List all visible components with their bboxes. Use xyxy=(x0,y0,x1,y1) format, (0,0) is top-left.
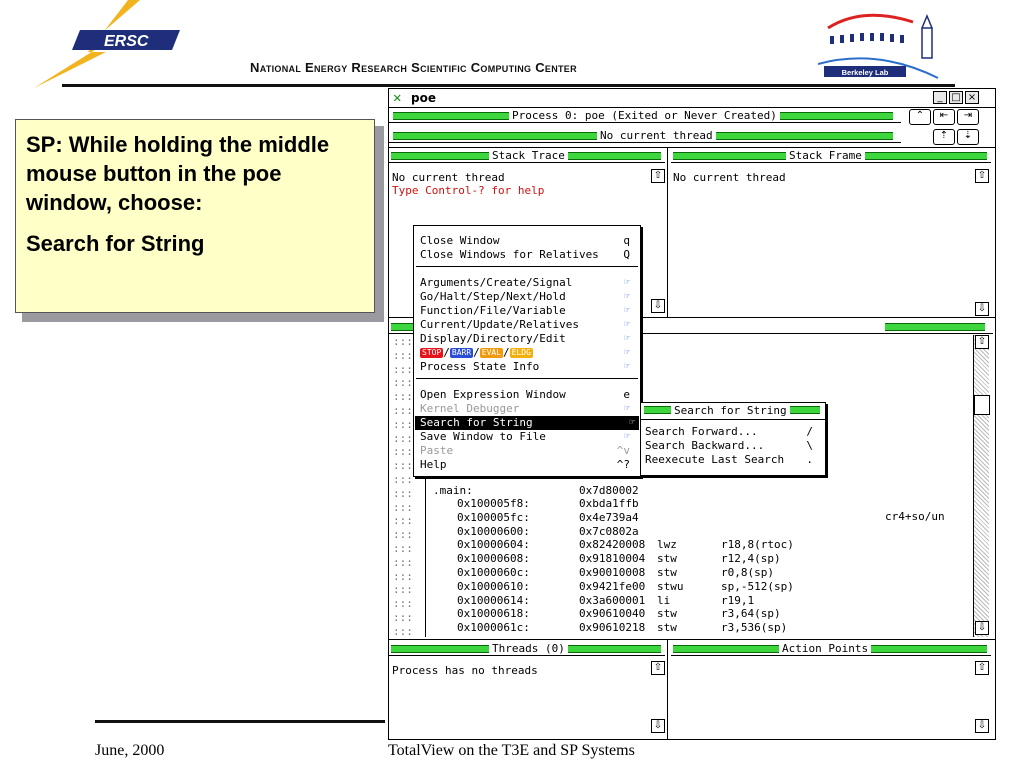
source-scroll-thumb[interactable] xyxy=(974,395,990,415)
next-process-icon[interactable]: ⇥ xyxy=(957,109,979,125)
menu-item-tags[interactable] xyxy=(420,346,634,360)
source-scrollbar[interactable] xyxy=(973,335,989,637)
source-args: r12,4(sp) xyxy=(721,552,781,566)
source-args: r3,64(sp) xyxy=(721,607,781,621)
menu-item-arguments-create-signal[interactable] xyxy=(420,276,634,290)
menu-item-process-state-info[interactable] xyxy=(420,360,634,374)
source-addr: 0x10000604: xyxy=(457,538,530,552)
source-addr: 0x100005f8: xyxy=(457,497,530,510)
source-code: 0x7c0802a xyxy=(579,524,639,538)
source-addr: 0x10000614: xyxy=(457,593,530,607)
menu-item-function-file-variable[interactable] xyxy=(420,304,634,318)
source-code: 0x9421fe00 xyxy=(579,579,646,593)
maximize-button[interactable]: □ xyxy=(949,91,963,104)
menu-item-go-halt-step-next-hold[interactable] xyxy=(420,290,634,304)
submenu-item-reexecute-last-search[interactable] xyxy=(645,453,821,467)
source-addr: 0x1000061c: xyxy=(457,621,530,635)
threads-scroll-down-icon[interactable]: ⇩ xyxy=(651,719,665,733)
source-op: stw xyxy=(657,607,677,621)
source-op: stwu xyxy=(657,579,684,593)
pointing-hand-icon: ☞ xyxy=(628,417,635,428)
menu-item-label: Kernel Debugger xyxy=(420,402,520,415)
source-code: 0x4e739a4 xyxy=(579,510,639,524)
source-main-label: .main: xyxy=(433,484,473,497)
stack-trace-text-1: No current thread xyxy=(392,171,505,184)
nersc-logo-text: ERSC xyxy=(104,33,149,50)
menu-item-label: Close Windows for Relatives xyxy=(420,248,599,261)
source-args: r18,8(rtoc) xyxy=(721,538,794,552)
source-code: 0x82420008 xyxy=(579,538,646,552)
source-args: r19,1 xyxy=(721,593,755,607)
pointing-hand-icon: ☞ xyxy=(623,291,630,302)
menu-item-search-for-string[interactable] xyxy=(415,416,639,430)
tag-eldg: ELDG xyxy=(511,348,531,357)
tag-stop: STOP xyxy=(422,348,442,357)
submenu-item-search-forward[interactable] xyxy=(645,425,821,439)
threads-text: Process has no threads xyxy=(392,664,538,677)
menu-item-display-directory-edit[interactable] xyxy=(420,332,634,346)
source-addr: 0x10000610: xyxy=(457,579,530,593)
source-right-fragment: cr4+so/un xyxy=(885,510,945,523)
stack-trace-help-text: Type Control-? for help xyxy=(392,184,545,197)
stack-frame-header xyxy=(671,149,991,163)
source-op: stw xyxy=(657,621,677,635)
stack-frame-scroll-down-icon[interactable]: ⇩ xyxy=(975,302,989,316)
thread-status-bar xyxy=(389,129,901,143)
source-code: 0x90010008 xyxy=(579,566,646,579)
threads-header xyxy=(389,642,665,656)
menu-item-label: Display/Directory/Edit xyxy=(420,332,566,345)
threads-title: Threads (0) xyxy=(489,642,568,655)
menu-item-shortcut: q xyxy=(623,234,630,247)
close-button[interactable]: × xyxy=(965,91,979,104)
menu-item-shortcut: ^v xyxy=(616,444,630,457)
source-code: 0x90610218 xyxy=(579,621,646,635)
menu-item-label: Paste xyxy=(420,444,454,457)
pointing-hand-icon: ☞ xyxy=(623,361,630,372)
prev-process-icon[interactable]: ⇤ xyxy=(933,109,955,125)
source-args: sp,-512(sp) xyxy=(721,579,794,593)
menu-item-help[interactable] xyxy=(420,458,634,472)
action-points-title: Action Points xyxy=(779,642,871,655)
thread-status-text: No current thread xyxy=(597,129,716,142)
search-for-string-submenu xyxy=(640,402,826,476)
menu-separator xyxy=(416,266,638,267)
pointing-hand-icon: ☞ xyxy=(623,431,630,442)
center-title: National Energy Research Scientific Computing Center xyxy=(250,60,577,75)
berkeley-lab-logo xyxy=(818,8,948,80)
source-addr: 0x100005fc: xyxy=(457,510,530,524)
tag-barr: BARR xyxy=(451,348,472,357)
pointing-hand-icon: ☞ xyxy=(623,305,630,316)
source-main-code: 0x7d80002 xyxy=(579,484,639,497)
menu-item-label: Go/Halt/Step/Next/Hold xyxy=(420,290,566,303)
source-addr: 0x10000608: xyxy=(457,552,530,566)
up-process-icon[interactable]: ⌃ xyxy=(909,109,931,125)
action-points-scroll-up-icon[interactable]: ⇧ xyxy=(975,661,989,675)
menu-item-shortcut: ^? xyxy=(616,458,630,471)
minimize-button[interactable]: _ xyxy=(933,91,947,104)
tag-separator: / xyxy=(473,346,480,359)
source-op: lwz xyxy=(657,538,677,552)
menu-item-label: Open Expression Window xyxy=(420,388,566,401)
submenu-item-shortcut: . xyxy=(806,453,813,466)
source-code: 0xbda1ffb xyxy=(579,497,639,510)
pointing-hand-icon: ☞ xyxy=(623,347,630,358)
action-points-header xyxy=(671,642,991,656)
menu-item-open-expression-window[interactable] xyxy=(420,388,634,402)
source-scroll-down-icon[interactable]: ⇩ xyxy=(975,621,989,635)
action-points-scroll-down-icon[interactable]: ⇩ xyxy=(975,719,989,733)
menu-item-label: Save Window to File xyxy=(420,430,546,443)
process-status-bar xyxy=(389,109,901,123)
middle-button-popup-menu xyxy=(413,225,641,477)
callout-instruction: SP: While holding the middle mouse button in the poe window, choose: xyxy=(26,132,330,215)
up-thread-icon[interactable]: ⇡ xyxy=(933,129,955,145)
source-op: li xyxy=(657,593,671,607)
source-args: r3,536(sp) xyxy=(721,621,788,635)
stack-frame-scroll-up-icon[interactable]: ⇧ xyxy=(975,169,989,183)
window-titlebar[interactable] xyxy=(389,89,995,108)
source-addr: 0x10000600: xyxy=(457,524,530,538)
footer-rule xyxy=(95,720,385,723)
threads-scroll-up-icon[interactable]: ⇧ xyxy=(651,661,665,675)
window-title: poe xyxy=(411,91,436,105)
submenu-item-search-backward[interactable] xyxy=(645,439,821,453)
submenu-title: Search for String xyxy=(671,404,790,417)
stack-trace-header xyxy=(389,149,665,163)
source-addr: 0x10000618: xyxy=(457,607,530,621)
down-thread-icon[interactable]: ⇣ xyxy=(957,129,979,145)
menu-item-label: Process State Info xyxy=(420,360,540,373)
source-args: r0,8(sp) xyxy=(721,566,774,579)
pointing-hand-icon: ☞ xyxy=(623,277,630,288)
source-code: 0x90610040 xyxy=(579,607,646,621)
tag-separator: / xyxy=(443,346,450,359)
header-rule xyxy=(62,84,955,87)
source-scroll-up-icon[interactable]: ⇧ xyxy=(975,335,989,349)
source-code: 0x3a600001 xyxy=(579,593,646,607)
stack-frame-text: No current thread xyxy=(673,171,786,184)
menu-item-label: Current/Update/Relatives xyxy=(420,318,579,331)
source-code: 0x91810004 xyxy=(579,552,646,566)
stack-trace-scroll-up-icon[interactable]: ⇧ xyxy=(651,169,665,183)
menu-item-save-window-to-file[interactable] xyxy=(420,430,634,444)
source-op: stw xyxy=(657,552,677,566)
process-status-text: Process 0: poe (Exited or Never Created) xyxy=(509,109,780,122)
stack-trace-title: Stack Trace xyxy=(489,149,568,162)
berkeley-lab-logo-text: Berkeley Lab xyxy=(841,68,889,77)
menu-item-kernel-debugger[interactable] xyxy=(420,402,634,416)
tag-separator: / xyxy=(503,346,510,359)
instruction-callout xyxy=(15,119,375,313)
submenu-item-label: Search Backward... xyxy=(645,439,765,452)
callout-command: Search for String xyxy=(26,231,205,256)
stack-trace-scroll-down-icon[interactable]: ⇩ xyxy=(651,299,665,313)
source-addr: 0x1000060c: xyxy=(457,566,530,579)
menu-item-current-update-relatives[interactable] xyxy=(420,318,634,332)
submenu-item-shortcut: \ xyxy=(806,439,813,452)
menu-item-label: Search for String xyxy=(420,416,533,429)
menu-item-close-windows-for-relatives[interactable] xyxy=(420,248,634,262)
pointing-hand-icon: ☞ xyxy=(623,403,630,414)
nersc-logo xyxy=(30,0,190,88)
menu-separator xyxy=(416,378,638,379)
submenu-item-shortcut: / xyxy=(806,425,813,438)
tag-eval: EVAL xyxy=(481,348,502,357)
menu-item-paste[interactable] xyxy=(420,444,634,458)
submenu-item-label: Reexecute Last Search xyxy=(645,453,785,466)
submenu-title-bar xyxy=(641,403,825,420)
source-gutter[interactable]: ::: ::: ::: ::: ::: ::: ::: ::: ::: ::: ::: ::: ::: ::: ::: ::: ::: ::: ::: ::: ::: ::: xyxy=(393,335,413,638)
x-window-icon: ✕ xyxy=(393,90,402,106)
menu-item-shortcut: e xyxy=(623,388,630,401)
stack-frame-title: Stack Frame xyxy=(786,149,865,162)
footer-date: June, 2000 xyxy=(95,742,165,759)
pointing-hand-icon: ☞ xyxy=(623,319,630,330)
footer-title: TotalView on the T3E and SP Systems xyxy=(388,742,635,759)
source-op: stw xyxy=(657,566,677,579)
pointing-hand-icon: ☞ xyxy=(623,333,630,344)
menu-item-label: Help xyxy=(420,458,447,471)
menu-item-label: Arguments/Create/Signal xyxy=(420,276,573,289)
submenu-item-label: Search Forward... xyxy=(645,425,758,438)
menu-item-label: Function/File/Variable xyxy=(420,304,566,317)
menu-item-close-window[interactable] xyxy=(420,234,634,248)
menu-item-shortcut: Q xyxy=(623,248,630,261)
menu-item-label: Close Window xyxy=(420,234,500,247)
